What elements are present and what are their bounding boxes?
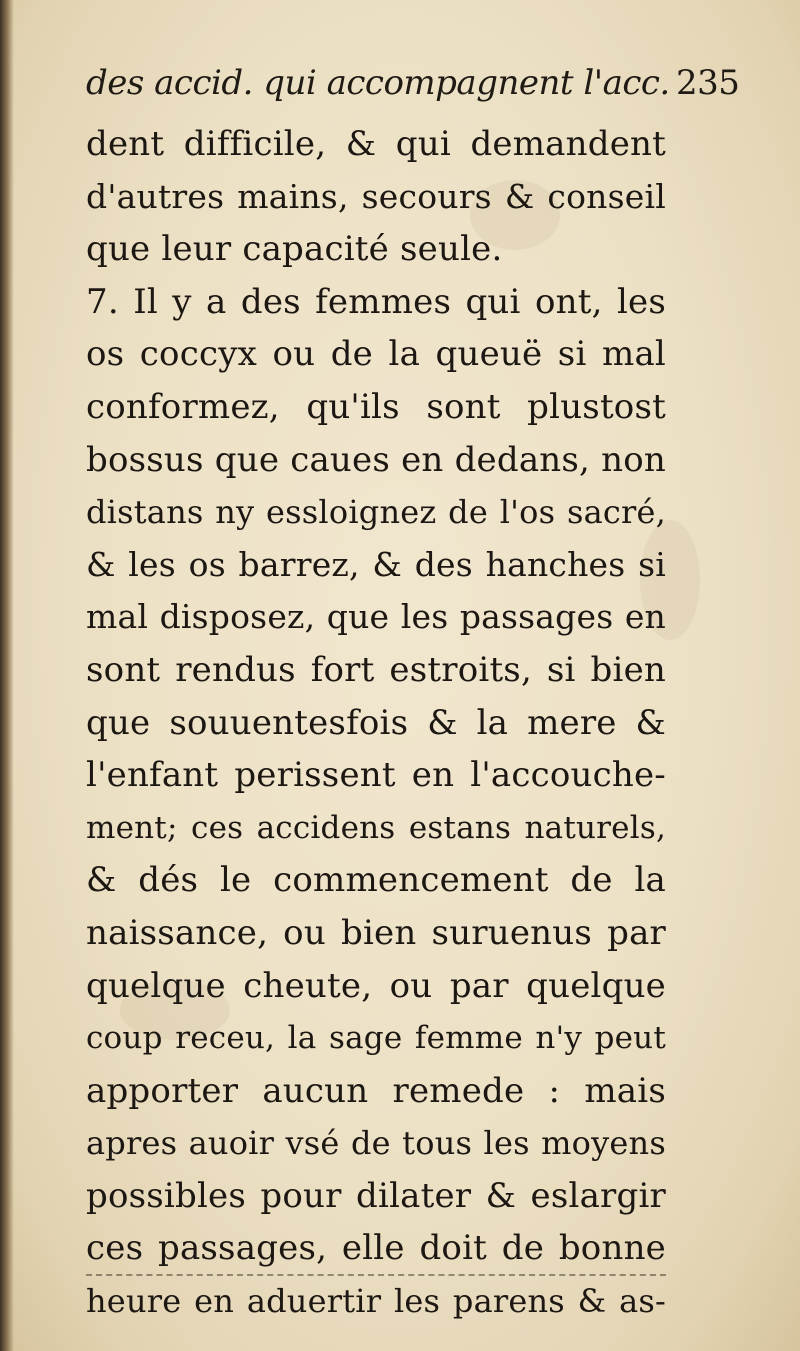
text-line: coup receu, la sage femme n'y peut [86,1020,666,1057]
text-line: & dés le commencement de la [86,860,666,901]
text-line: d'autres mains, secours & conseil [86,176,666,216]
text-line: que souuentesfois & la mere & [86,702,666,743]
running-header [86,58,740,108]
text-line: apporter aucun remede : mais [86,1070,666,1111]
page-number: 235 [676,63,740,103]
page-gutter-shadow [0,0,14,1351]
text-line: mal disposez, que les passages en [86,597,666,637]
text-line: que leur capacité seule. [86,229,503,270]
text-line: naissance, ou bien suruenus par [86,912,666,953]
text-line: l'enfant perissent en l'accouche- [86,755,666,796]
text-line: & les os barrez, & des hanches si [86,544,666,584]
text-line: possibles pour dilater & eslargir [86,1175,666,1216]
text-line: apres auoir vsé de tous les moyens [86,1124,666,1163]
text-line: dent difficile, & qui demandent [86,124,666,164]
text-line: sont rendus fort estroits, si bien [86,649,666,690]
text-line: 7. Il y a des femmes qui ont, les [86,281,666,322]
text-line: quelque cheute, ou par quelque [86,965,666,1006]
text-line: conformez, qu'ils sont plustost [86,386,666,427]
text-line: distans ny essloignez de l'os sacré, [86,493,666,532]
text-line: bossus que caues en dedans, non [86,439,666,480]
text-line: heure en aduertir les parens & as- [86,1282,666,1321]
text-line: os coccyx ou de la queuë si mal [86,334,666,375]
text-line: ment; ces accidens estans naturels, [86,809,666,846]
bottom-rule [86,1274,666,1276]
body-text [86,118,666,1328]
running-title: des accid. qui accompagnent l'acc. [86,63,670,103]
text-line: ces passages, elle doit de bonne [86,1228,666,1269]
